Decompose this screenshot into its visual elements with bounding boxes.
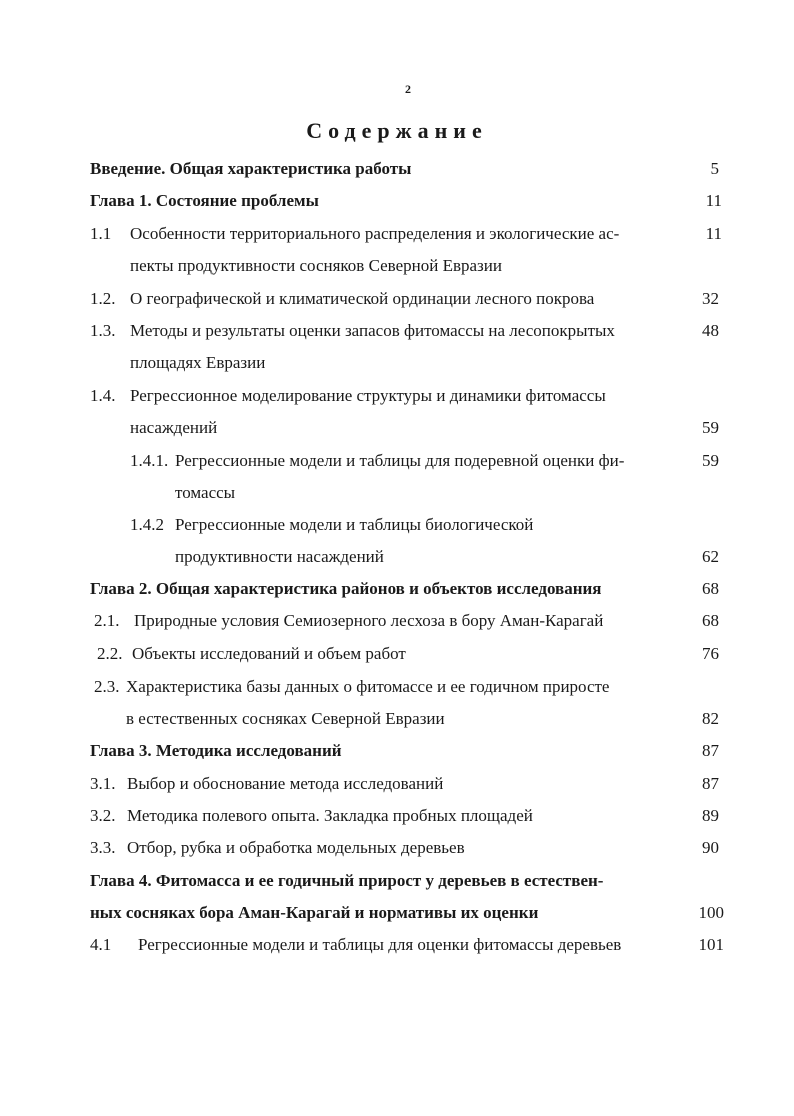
- toc-entry-1-1-cont: пекты продуктивности сосняков Северной Евразии: [130, 256, 502, 275]
- toc-entry-2-2: Объекты исследований и объем работ: [132, 644, 406, 663]
- toc-page-1-2: 32: [702, 289, 719, 308]
- toc-num-4-1: 4.1: [90, 935, 112, 954]
- toc-num-1-3: 1.3.: [90, 321, 116, 340]
- toc-entry-3-3: Отбор, рубка и обработка модельных деревьев: [127, 838, 465, 857]
- toc-page-3-3: 90: [702, 838, 719, 857]
- toc-entry-1-1: Особенности территориального распределения и экологические ас-: [130, 224, 620, 243]
- toc-entry-chapter-1: Глава 1. Состояние проблемы: [90, 191, 319, 210]
- toc-num-3-2: 3.2.: [90, 806, 116, 825]
- toc-num-1-4: 1.4.: [90, 386, 116, 405]
- toc-page-chapter-1: 11: [705, 191, 722, 210]
- toc-page-chapter-4: 100: [698, 903, 724, 922]
- toc-entry-1-4-cont: насаждений: [130, 418, 218, 437]
- toc-num-1-1: 1.1: [90, 224, 112, 243]
- toc-num-2-2: 2.2.: [97, 644, 123, 663]
- toc-entry-chapter-3: Глава 3. Методика исследований: [90, 741, 342, 760]
- toc-page-2-3: 82: [702, 709, 719, 728]
- toc-entry-intro: Введение. Общая характеристика работы: [90, 159, 412, 178]
- toc-entry-1-3-cont: площадях Евразии: [130, 353, 266, 372]
- toc-page-1-4-2: 62: [702, 547, 719, 566]
- toc-page-intro: 5: [710, 159, 719, 178]
- toc-num-2-1: 2.1.: [94, 611, 120, 630]
- toc-entry-chapter-4-cont: ных сосняках бора Аман-Карагай и нормативы их оценки: [90, 903, 539, 922]
- toc-num-1-4-2: 1.4.2: [130, 515, 164, 534]
- toc-entry-1-2: О географической и климатической ординации лесного покрова: [130, 289, 595, 308]
- toc-entry-4-1: Регрессионные модели и таблицы для оценки фитомассы деревьев: [138, 935, 622, 954]
- toc-page-1-4: 59: [702, 418, 719, 437]
- page-number: 2: [405, 82, 411, 96]
- toc-entry-1-3: Методы и результаты оценки запасов фитомассы на лесопокрытых: [130, 321, 615, 340]
- toc-num-2-3: 2.3.: [94, 677, 120, 696]
- toc-entry-3-1: Выбор и обоснование метода исследований: [127, 774, 444, 793]
- toc-entry-1-4-2-cont: продуктивности насаждений: [175, 547, 384, 566]
- toc-entry-2-1: Природные условия Семиозерного лесхоза в бору Аман-Карагай: [134, 611, 604, 630]
- toc-page-chapter-3: 87: [702, 741, 719, 760]
- toc-entry-1-4-1-cont: томассы: [175, 483, 236, 502]
- page-title: Содержание: [306, 118, 488, 143]
- toc-num-3-1: 3.1.: [90, 774, 116, 793]
- toc-page-chapter-2: 68: [702, 579, 719, 598]
- toc-page-2-1: 68: [702, 611, 719, 630]
- toc-entry-1-4: Регрессионное моделирование структуры и динамики фитомассы: [130, 386, 606, 405]
- toc-num-1-4-1: 1.4.1.: [130, 451, 169, 470]
- toc-entry-2-3-cont: в естественных сосняках Северной Евразии: [126, 709, 445, 728]
- toc-entry-chapter-2: Глава 2. Общая характеристика районов и объектов исследования: [90, 579, 602, 598]
- toc-page-2-2: 76: [702, 644, 719, 663]
- toc-page-3-2: 89: [702, 806, 719, 825]
- toc-entry-chapter-4: Глава 4. Фитомасса и ее годичный прирост у деревьев в естествен-: [90, 871, 604, 890]
- toc-entry-2-3: Характеристика базы данных о фитомассе и ее годичном приросте: [126, 677, 610, 696]
- toc-entry-1-4-2: Регрессионные модели и таблицы биологической: [175, 515, 534, 534]
- toc-page-3-1: 87: [702, 774, 719, 793]
- toc-page-1-4-1: 59: [702, 451, 719, 470]
- toc-page-1-1: 11: [705, 224, 722, 243]
- toc-page-1-3: 48: [702, 321, 719, 340]
- toc-num-3-3: 3.3.: [90, 838, 116, 857]
- toc-page-4-1: 101: [698, 935, 724, 954]
- toc-entry-1-4-1: Регрессионные модели и таблицы для подеревной оценки фи-: [175, 451, 625, 470]
- toc-entry-3-2: Методика полевого опыта. Закладка пробных площадей: [127, 806, 533, 825]
- toc-num-1-2: 1.2.: [90, 289, 116, 308]
